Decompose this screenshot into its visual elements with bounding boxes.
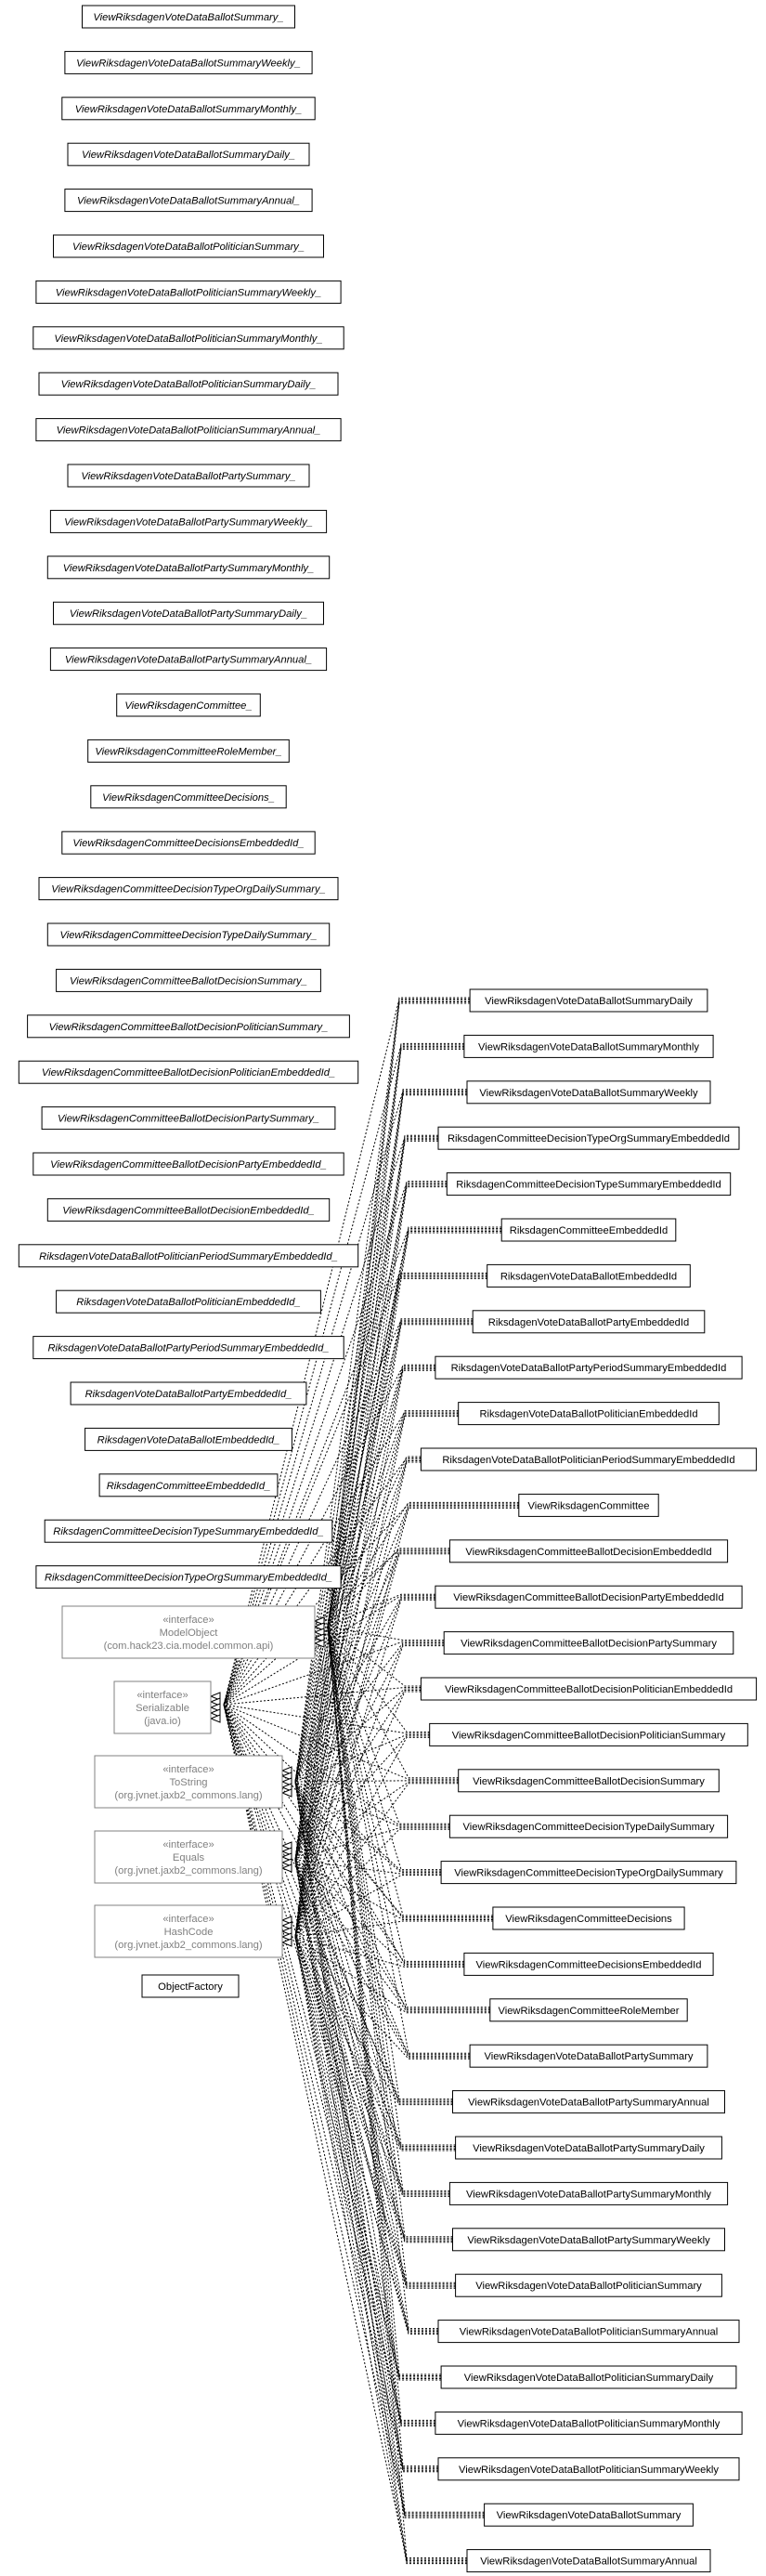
abstract-class-column (19, 6, 357, 1589)
abstract-class-riksdagen-committee-decision-type-summary-embedded-id-abstract[interactable] (45, 1520, 332, 1542)
class-name: ViewRiksdagenVoteDataBallotSummaryWeekly (479, 1087, 698, 1099)
abstract-class-riksdagen-committee-decision-type-org-summary-embedded-id-abstract[interactable] (36, 1566, 341, 1589)
class-name: ViewRiksdagenCommitteeBallotDecisionPartySummary_ (57, 1113, 320, 1125)
class-view-riksdagen-vote-data-ballot-summary-daily[interactable] (470, 989, 708, 1012)
abstract-class-riksdagen-vote-data-ballot-politician-period-summary-embedded-id-abstract[interactable] (19, 1245, 357, 1267)
abstract-class-view-riksdagen-vote-data-ballot-party-summary-weekly-abstract[interactable] (50, 510, 326, 532)
abstract-class-view-riksdagen-vote-data-ballot-summary-weekly-abstract[interactable] (65, 51, 312, 73)
class-view-riksdagen-vote-data-ballot-politician-summary[interactable] (456, 2274, 722, 2296)
realization-edge (295, 1860, 435, 2425)
interface-hashcode[interactable] (95, 1905, 282, 1957)
class-name: RiksdagenCommitteeEmbeddedId_ (106, 1480, 271, 1492)
abstract-class-view-riksdagen-vote-data-ballot-politician-summary-monthly-abstract[interactable] (33, 327, 344, 349)
class-name: ViewRiksdagenVoteDataBallotSummaryAnnual (480, 2556, 697, 2568)
interface-name: Serializable (136, 1703, 189, 1714)
realization-edge (295, 1937, 438, 2472)
class-name: ViewRiksdagenVoteDataBallotPoliticianSummary_ (72, 242, 305, 253)
interface-modelobject[interactable] (62, 1606, 315, 1658)
class-name: ViewRiksdagenCommitteeBallotDecisionPoliticianSummary_ (48, 1021, 329, 1033)
class-name: ViewRiksdagenVoteDataBallotPoliticianSummaryDaily_ (60, 379, 317, 391)
class-name: ViewRiksdagenVoteDataBallotSummaryDaily (485, 996, 693, 1007)
class-name: RiksdagenVoteDataBallotPoliticianPeriodSummaryEmbeddedId_ (39, 1250, 338, 1262)
realization-arrowhead (282, 1789, 292, 1797)
interface-name: ModelObject (159, 1628, 218, 1639)
class-name: ViewRiksdagenVoteDataBallotSummary_ (93, 12, 284, 23)
class-view-riksdagen-committee-ballot-decision-embedded-id[interactable] (449, 1540, 727, 1563)
class-view-riksdagen-committee-decisions-embedded-id[interactable] (464, 1953, 713, 1975)
class-name: ViewRiksdagenVoteDataBallotPoliticianSummaryMonthly (457, 2418, 721, 2430)
abstract-class-view-riksdagen-vote-data-ballot-party-summary-monthly-abstract[interactable] (47, 556, 329, 579)
class-name: ViewRiksdagenVoteDataBallotPoliticianSummaryWeekly_ (55, 287, 322, 299)
abstract-class-view-riksdagen-vote-data-ballot-politician-summary-annual-abstract[interactable] (36, 419, 341, 441)
class-name: ViewRiksdagenCommitteeDecisionTypeDailySummary (462, 1822, 715, 1834)
class-view-riksdagen-vote-data-ballot-party-summary-daily[interactable] (456, 2137, 722, 2159)
class-name: RiksdagenVoteDataBallotPoliticianEmbeddedId (479, 1408, 698, 1420)
class-view-riksdagen-committee-role-member[interactable] (490, 1999, 687, 2021)
class-name: ViewRiksdagenVoteDataBallotSummaryDaily_ (81, 150, 296, 162)
class-name: ViewRiksdagenCommitteeBallotDecisionSummary (473, 1775, 705, 1787)
realization-edge (295, 1860, 449, 2195)
interface-stereotype: «interface» (162, 1615, 214, 1626)
class-name: ViewRiksdagenCommitteeRoleMember_ (95, 746, 282, 758)
class-view-riksdagen-vote-data-ballot-politician-summary-daily[interactable] (441, 2366, 736, 2388)
realization-edge (224, 1705, 438, 2467)
realization-edge (295, 1782, 467, 2561)
interface-name: Equals (172, 1852, 205, 1863)
class-name: ViewRiksdagenCommitteeDecisionTypeOrgDailySummary (454, 1867, 723, 1879)
class-name: ViewRiksdagenCommitteeDecisionTypeDailySummary_ (59, 930, 318, 941)
class-name: RiksdagenVoteDataBallotEmbeddedId (500, 1271, 678, 1283)
class-name: ViewRiksdagenVoteDataBallotSummaryAnnual_ (76, 195, 301, 207)
class-view-riksdagen-vote-data-ballot-party-summary-annual[interactable] (453, 2091, 725, 2113)
abstract-class-riksdagen-vote-data-ballot-politician-embedded-id-abstract[interactable] (57, 1290, 321, 1313)
class-name: ViewRiksdagenVoteDataBallotPartySummaryAnnual (468, 2097, 709, 2109)
class-name: ViewRiksdagenVoteDataBallotPoliticianSummary (475, 2281, 702, 2293)
class-view-riksdagen-vote-data-ballot-party-summary-monthly[interactable] (449, 2182, 727, 2204)
class-name: ViewRiksdagenCommitteeBallotDecisionPartyEmbeddedId_ (50, 1159, 327, 1170)
class-name: RiksdagenVoteDataBallotPartyEmbeddedId_ (84, 1389, 292, 1400)
interface-package: (org.jvnet.jaxb2_commons.lang) (114, 1790, 263, 1801)
abstract-class-view-riksdagen-committee-ballot-decision-summary-abstract[interactable] (57, 969, 321, 991)
class-name: ViewRiksdagenCommitteeRoleMember (498, 2005, 680, 2017)
class-name: RiksdagenCommitteeDecisionTypeSummaryEmbeddedId_ (53, 1526, 324, 1538)
abstract-class-view-riksdagen-vote-data-ballot-party-summary-daily-abstract[interactable] (54, 602, 324, 624)
realization-arrowhead (282, 1864, 292, 1872)
class-name: ViewRiksdagenVoteDataBallotPartySummaryDaily_ (69, 608, 308, 621)
abstract-class-riksdagen-vote-data-ballot-party-embedded-id-abstract[interactable] (71, 1382, 306, 1405)
class-name: RiksdagenCommitteeDecisionTypeOrgSummaryEmbeddedId_ (44, 1572, 333, 1584)
class-name: ViewRiksdagenCommittee (527, 1500, 650, 1512)
abstract-class-view-riksdagen-vote-data-ballot-party-summary-abstract[interactable] (68, 464, 309, 487)
class-name: RiksdagenVoteDataBallotEmbeddedId_ (97, 1434, 280, 1446)
interface-stereotype: «interface» (162, 1764, 214, 1775)
interface-name: HashCode (163, 1927, 214, 1938)
interface-column (62, 1606, 315, 1997)
realization-edge (295, 1782, 464, 1964)
class-name: ObjectFactory (158, 1981, 223, 1993)
class-view-riksdagen-vote-data-ballot-politician-summary-monthly[interactable] (435, 2412, 742, 2434)
realization-edge (295, 1782, 456, 2148)
realization-edge (295, 1860, 438, 2470)
class-name: ViewRiksdagenVoteDataBallotSummaryMonthly_ (74, 103, 303, 115)
abstract-class-view-riksdagen-vote-data-ballot-summary-daily-abstract[interactable] (68, 143, 309, 165)
abstract-class-view-riksdagen-committee-decisions-abstract[interactable] (91, 786, 286, 808)
realization-edge (295, 1937, 441, 2380)
interface-equals[interactable] (95, 1831, 282, 1883)
class-name: ViewRiksdagenVoteDataBallotSummaryWeekly_ (76, 58, 301, 70)
class-name: ViewRiksdagenCommitteeBallotDecisionPoliticianSummary (451, 1730, 726, 1742)
class-view-riksdagen-committee-decision-type-daily-summary[interactable] (449, 1815, 727, 1837)
class-riksdagen-vote-data-ballot-politician-period-summary-embedded-id[interactable] (421, 1448, 756, 1471)
class-name: ViewRiksdagenVoteDataBallotPartySummaryAnnual_ (64, 654, 313, 666)
class-view-riksdagen-vote-data-ballot-politician-summary-annual[interactable] (438, 2321, 739, 2343)
interface-serializable[interactable] (114, 1681, 211, 1733)
class-name: RiksdagenVoteDataBallotPartyPeriodSummaryEmbeddedId_ (47, 1342, 330, 1354)
class-view-riksdagen-vote-data-ballot-summary[interactable] (485, 2504, 694, 2526)
interface-package: (org.jvnet.jaxb2_commons.lang) (114, 1865, 263, 1876)
class-name: RiksdagenVoteDataBallotPartyEmbeddedId (487, 1316, 690, 1328)
abstract-class-view-riksdagen-committee-ballot-decision-embedded-id-abstract[interactable] (47, 1198, 329, 1221)
class-name: ViewRiksdagenCommitteeDecisionsEmbeddedId (475, 1959, 702, 1971)
interface-stereotype: «interface» (136, 1690, 188, 1701)
class-name: ViewRiksdagenVoteDataBallotPartySummaryMonthly_ (62, 562, 315, 574)
class-name: ViewRiksdagenVoteDataBallotPartySummaryWeekly (467, 2234, 710, 2246)
class-name: ViewRiksdagenCommitteeBallotDecisionEmbeddedId (465, 1546, 712, 1558)
abstract-class-riksdagen-committee-embedded-id-abstract[interactable] (99, 1474, 278, 1497)
class-riksdagen-committee-embedded-id[interactable] (501, 1219, 676, 1241)
realization-edge (295, 1782, 456, 2285)
class-name: ViewRiksdagenCommitteeBallotDecisionPoliticianEmbeddedId (444, 1684, 734, 1695)
realization-edge (328, 1627, 444, 1641)
class-name: ViewRiksdagenVoteDataBallotPoliticianSummaryWeekly (458, 2464, 720, 2476)
abstract-class-riksdagen-vote-data-ballot-embedded-id-abstract[interactable] (85, 1428, 292, 1450)
class-name: ViewRiksdagenVoteDataBallotPartySummaryDaily (473, 2143, 705, 2154)
realization-edge (224, 1705, 485, 2514)
abstract-class-view-riksdagen-committee-decisions-embedded-id-abstract[interactable] (62, 831, 315, 854)
interface-name: ToString (169, 1777, 208, 1788)
class-name: ViewRiksdagenCommitteeDecisionsEmbeddedId_ (72, 838, 305, 850)
realization-edge (328, 1627, 441, 1870)
abstract-class-view-riksdagen-vote-data-ballot-summary-monthly-abstract[interactable] (62, 98, 315, 120)
class-view-riksdagen-committee-ballot-decision-politician-embedded-id[interactable] (421, 1678, 756, 1700)
class-view-riksdagen-vote-data-ballot-politician-summary-weekly[interactable] (438, 2458, 739, 2480)
interface-package: (java.io) (144, 1716, 181, 1727)
abstract-class-view-riksdagen-committee-abstract[interactable] (117, 694, 261, 716)
class-name: ViewRiksdagenVoteDataBallotPoliticianSummaryAnnual_ (56, 425, 321, 437)
class-view-riksdagen-committee-ballot-decision-politician-summary[interactable] (430, 1723, 748, 1746)
class-riksdagen-vote-data-ballot-politician-embedded-id[interactable] (459, 1403, 720, 1425)
class-view-riksdagen-vote-data-ballot-party-summary-weekly[interactable] (453, 2229, 725, 2251)
realization-edge (295, 1737, 430, 1937)
class-name: ViewRiksdagenCommitteeBallotDecisionSummary_ (70, 975, 307, 987)
class-view-riksdagen-committee[interactable] (519, 1494, 658, 1516)
realization-edge (328, 1627, 421, 1686)
class-name: ViewRiksdagenVoteDataBallotPartySummaryWeekly_ (64, 517, 313, 529)
class-view-riksdagen-vote-data-ballot-summary-weekly[interactable] (467, 1081, 710, 1104)
abstract-class-view-riksdagen-committee-ballot-decision-party-summary-abstract[interactable] (42, 1107, 335, 1130)
abstract-class-view-riksdagen-vote-data-ballot-politician-summary-weekly-abstract[interactable] (36, 281, 341, 303)
class-name: RiksdagenCommitteeDecisionTypeOrgSummaryEmbeddedId (447, 1133, 731, 1145)
class-name: ViewRiksdagenVoteDataBallotPartySummaryMonthly (465, 2189, 712, 2201)
abstract-class-view-riksdagen-vote-data-ballot-politician-summary-daily-abstract[interactable] (39, 373, 338, 395)
interface-stereotype: «interface» (162, 1839, 214, 1850)
realization-edge (295, 1782, 438, 2469)
abstract-class-view-riksdagen-committee-ballot-decision-politician-summary-abstract[interactable] (28, 1015, 350, 1038)
class-name: ViewRiksdagenCommitteeBallotDecisionPoliticianEmbeddedId_ (41, 1067, 336, 1079)
class-view-riksdagen-committee-ballot-decision-party-summary[interactable] (444, 1632, 734, 1654)
realization-edge (295, 1600, 435, 1937)
interface-stereotype: «interface» (162, 1914, 214, 1925)
class-name: ViewRiksdagenVoteDataBallotPartySummary (484, 2051, 694, 2063)
class-name: RiksdagenCommitteeEmbeddedId (509, 1225, 669, 1236)
abstract-class-view-riksdagen-vote-data-ballot-summary-annual-abstract[interactable] (65, 190, 312, 212)
class-riksdagen-vote-data-ballot-embedded-id[interactable] (487, 1264, 691, 1287)
class-name: ViewRiksdagenVoteDataBallotSummary (496, 2510, 682, 2522)
realization-edge (224, 1045, 464, 1705)
interface-package: (org.jvnet.jaxb2_commons.lang) (114, 1940, 263, 1951)
realization-edge (328, 1627, 438, 2466)
abstract-class-view-riksdagen-committee-decision-type-daily-summary-abstract[interactable] (47, 923, 329, 946)
class-name: ViewRiksdagenCommitteeDecisions (505, 1914, 672, 1925)
realization-edge (295, 1781, 459, 1782)
class-riksdagen-committee-decision-type-summary-embedded-id[interactable] (447, 1173, 730, 1196)
abstract-class-riksdagen-vote-data-ballot-party-period-summary-embedded-id-abstract[interactable] (33, 1337, 344, 1359)
class-riksdagen-committee-decision-type-org-summary-embedded-id[interactable] (438, 1127, 739, 1149)
class-view-riksdagen-committee-decisions[interactable] (493, 1907, 684, 1929)
object-factory[interactable] (142, 1975, 239, 1997)
realization-edge (295, 1782, 493, 1918)
class-view-riksdagen-committee-decision-type-org-daily-summary[interactable] (441, 1862, 736, 1884)
class-name: ViewRiksdagenVoteDataBallotPoliticianSummaryMonthly_ (54, 333, 323, 345)
class-name: RiksdagenVoteDataBallotPoliticianEmbeddedId_ (76, 1297, 301, 1309)
abstract-class-view-riksdagen-committee-role-member-abstract[interactable] (88, 739, 290, 762)
abstract-class-view-riksdagen-vote-data-ballot-summary-abstract[interactable] (83, 6, 295, 28)
class-name: ViewRiksdagenCommitteeBallotDecisionEmbeddedId_ (62, 1205, 315, 1217)
abstract-class-view-riksdagen-committee-decision-type-org-daily-summary-abstract[interactable] (39, 878, 338, 900)
realization-edge (295, 1860, 441, 1874)
class-name: ViewRiksdagenCommitteeBallotDecisionPartyEmbeddedId (453, 1592, 724, 1604)
class-name: ViewRiksdagenCommitteeDecisionTypeOrgDailySummary_ (51, 883, 326, 896)
class-name: ViewRiksdagenCommittee_ (124, 700, 253, 712)
class-name: ViewRiksdagenCommitteeDecisions_ (102, 791, 275, 804)
abstract-class-view-riksdagen-vote-data-ballot-politician-summary-abstract[interactable] (54, 235, 324, 257)
class-riksdagen-vote-data-ballot-party-period-summary-embedded-id[interactable] (435, 1356, 742, 1379)
class-riksdagen-vote-data-ballot-party-embedded-id[interactable] (473, 1311, 705, 1333)
class-name: ViewRiksdagenVoteDataBallotSummaryMonthly (478, 1041, 699, 1053)
abstract-class-view-riksdagen-vote-data-ballot-party-summary-annual-abstract[interactable] (50, 648, 326, 671)
class-view-riksdagen-vote-data-ballot-summary-monthly[interactable] (464, 1035, 713, 1057)
class-view-riksdagen-committee-ballot-decision-party-embedded-id[interactable] (435, 1586, 742, 1608)
abstract-class-view-riksdagen-committee-ballot-decision-politician-embedded-id-abstract[interactable] (19, 1061, 357, 1083)
class-name: ViewRiksdagenCommitteeBallotDecisionPartySummary (461, 1638, 717, 1650)
class-name: RiksdagenVoteDataBallotPoliticianPeriodSummaryEmbeddedId (442, 1455, 735, 1466)
class-view-riksdagen-vote-data-ballot-summary-annual[interactable] (467, 2550, 710, 2572)
class-name: ViewRiksdagenVoteDataBallotPoliticianSummaryDaily (463, 2373, 714, 2384)
class-name: ViewRiksdagenVoteDataBallotPoliticianSummaryAnnual (459, 2326, 719, 2338)
class-view-riksdagen-vote-data-ballot-party-summary[interactable] (470, 2045, 708, 2067)
interface-package: (com.hack23.cia.model.common.api) (103, 1641, 274, 1652)
interface-tostring[interactable] (95, 1756, 282, 1808)
class-name: ViewRiksdagenVoteDataBallotPartySummary_ (81, 471, 296, 482)
class-name: RiksdagenCommitteeDecisionTypeSummaryEmbeddedId (456, 1179, 721, 1191)
abstract-class-view-riksdagen-committee-ballot-decision-party-embedded-id-abstract[interactable] (33, 1153, 344, 1175)
class-name: RiksdagenVoteDataBallotPartyPeriodSummaryEmbeddedId (450, 1363, 727, 1375)
class-view-riksdagen-committee-ballot-decision-summary[interactable] (459, 1770, 720, 1792)
realization-arrowhead (211, 1715, 220, 1722)
